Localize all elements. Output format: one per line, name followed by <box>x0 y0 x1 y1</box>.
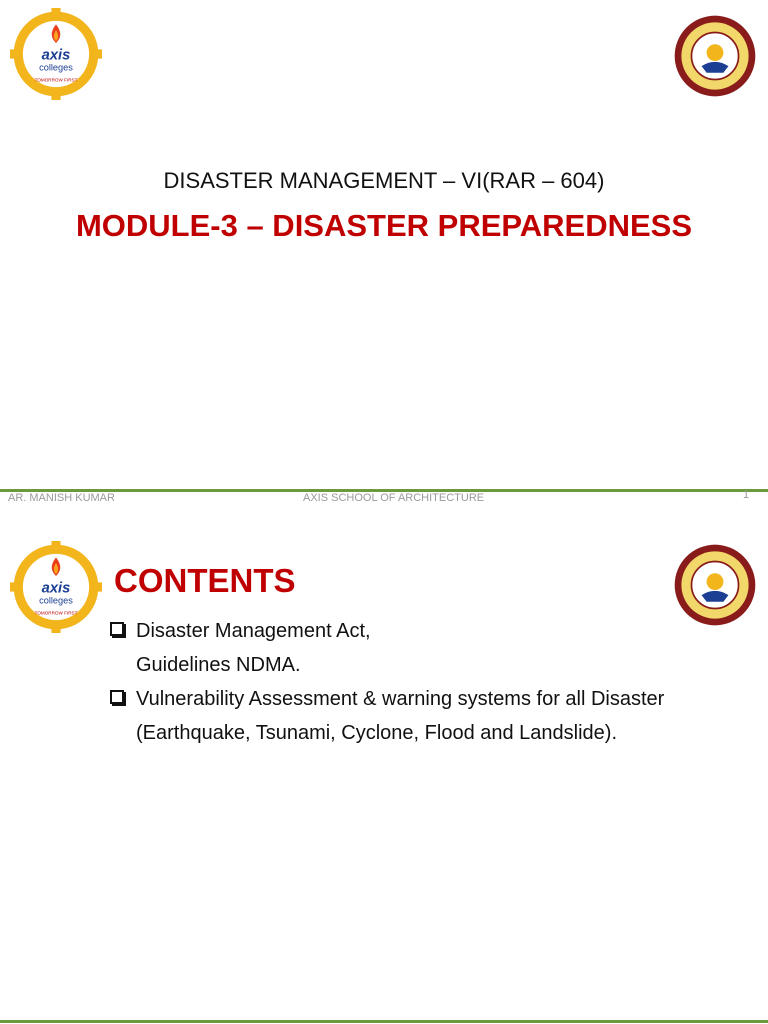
logo-sub: colleges <box>39 595 73 606</box>
page-number: 1 <box>743 489 750 501</box>
footer-divider <box>0 1020 768 1023</box>
logo-motto: TOMORROW FIRST <box>34 610 78 616</box>
list-item-line: Disaster Management Act, <box>136 620 371 642</box>
logo-sub: colleges <box>39 62 73 73</box>
university-seal-logo <box>673 14 757 98</box>
axis-colleges-logo <box>10 8 102 100</box>
checkbox-bullet-icon <box>110 622 124 636</box>
contents-list <box>108 614 728 750</box>
checkbox-bullet-icon <box>110 690 124 704</box>
contents-slide <box>0 512 768 1024</box>
list-item-line: Guidelines NDMA. <box>136 654 301 676</box>
list-item <box>108 682 728 750</box>
list-item-line: Vulnerability Assessment & warning systems for all Disaster <box>136 688 665 710</box>
course-subtitle: DISASTER MANAGEMENT – VI(RAR – 604) <box>163 168 605 193</box>
module-title: MODULE-3 – DISASTER PREPAREDNESS <box>75 208 693 243</box>
list-item <box>108 614 728 682</box>
footer-school: AXIS SCHOOL OF ARCHITECTURE <box>303 492 485 504</box>
logo-motto: TOMORROW FIRST <box>34 77 78 83</box>
footer-author: AR. MANISH KUMAR <box>8 492 115 504</box>
logo-name: axis <box>41 47 71 64</box>
contents-heading: CONTENTS <box>114 562 296 599</box>
seal-gear-icon <box>675 16 756 97</box>
logo-name: axis <box>41 580 71 597</box>
axis-colleges-logo <box>10 541 102 633</box>
list-item-line: (Earthquake, Tsunami, Cyclone, Flood and Landslide). <box>136 722 618 744</box>
